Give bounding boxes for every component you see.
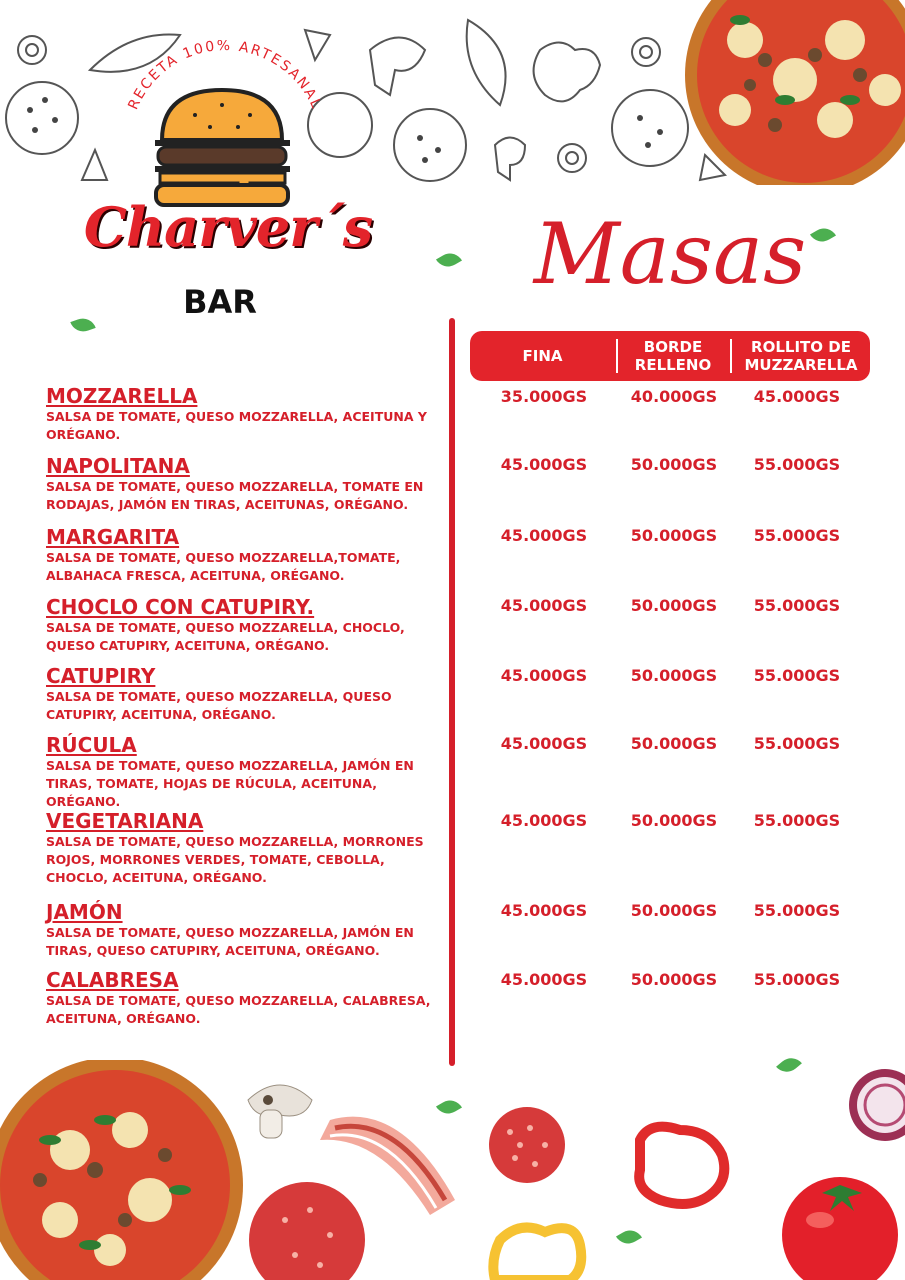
- price-fina: 45.000GS: [500, 734, 588, 753]
- price-rollito: 55.000GS: [753, 526, 841, 545]
- price-borde: 50.000GS: [630, 970, 718, 989]
- column-header-rollito: ROLLITO DE MUZZARELLA: [744, 338, 858, 374]
- item-description: SALSA DE TOMATE, QUESO MOZZARELLA, JAMÓN EN TIRAS, QUESO CATUPIRY, ACEITUNA, ORÉGANO.: [46, 925, 414, 958]
- price-fina: 45.000GS: [500, 596, 588, 615]
- burger-logo-icon: [150, 85, 295, 210]
- menu-item: [46, 385, 446, 444]
- tomato-icon: [782, 1177, 898, 1280]
- item-description: SALSA DE TOMATE, QUESO MOZZARELLA, CALABRESA, ACEITUNA, ORÉGANO.: [46, 993, 431, 1026]
- menu-item: [46, 665, 446, 724]
- item-name: VEGETARIANA: [46, 809, 204, 833]
- price-rollito: 55.000GS: [753, 455, 841, 474]
- item-name: MOZZARELLA: [46, 384, 198, 408]
- menu-item: [46, 734, 446, 811]
- price-rollito: 55.000GS: [753, 970, 841, 989]
- onion-icon: [849, 1069, 905, 1141]
- price-borde: 50.000GS: [630, 734, 718, 753]
- menu-item: [46, 526, 446, 585]
- price-borde: 50.000GS: [630, 666, 718, 685]
- price-borde: 50.000GS: [630, 901, 718, 920]
- item-description: SALSA DE TOMATE, QUESO MOZZARELLA, ACEITUNA Y ORÉGANO.: [46, 409, 427, 442]
- section-title: Masas: [533, 205, 807, 303]
- price-fina: 45.000GS: [500, 455, 588, 474]
- item-name: MARGARITA: [46, 525, 180, 549]
- item-name: CALABRESA: [46, 968, 179, 992]
- price-fina: 45.000GS: [500, 666, 588, 685]
- menu-item: [46, 969, 446, 1028]
- menu-item: [46, 596, 446, 655]
- item-description: SALSA DE TOMATE, QUESO MOZZARELLA, TOMATE EN RODAJAS, JAMÓN EN TIRAS, ACEITUNAS, ORÉGANO.: [46, 479, 424, 512]
- column-divider: [449, 318, 455, 1066]
- brand-name: Charver´s: [83, 195, 373, 259]
- price-fina: 45.000GS: [500, 901, 588, 920]
- pizza-image-top: [675, 0, 905, 185]
- price-rollito: 55.000GS: [753, 596, 841, 615]
- menu-item: [46, 810, 446, 887]
- item-name: CATUPIRY: [46, 664, 156, 688]
- price-borde: 50.000GS: [630, 811, 718, 830]
- price-rollito: 55.000GS: [753, 811, 841, 830]
- price-fina: 45.000GS: [500, 811, 588, 830]
- item-description: SALSA DE TOMATE, QUESO MOZZARELLA, JAMÓN EN TIRAS, TOMATE, HOJAS DE RÚCULA, ACEITUNA, ORÉGANO.: [46, 758, 414, 809]
- svg-text:RECETA 100% ARTESANAL: RECETA 100% ARTESANAL: [125, 40, 325, 113]
- menu-item: [46, 455, 446, 514]
- item-name: NAPOLITANA: [46, 454, 190, 478]
- item-name: CHOCLO CON CATUPIRY.: [46, 595, 315, 619]
- pepper-ring-icon: [639, 1127, 724, 1204]
- price-rollito: 55.000GS: [753, 901, 841, 920]
- price-fina: 45.000GS: [500, 970, 588, 989]
- price-header: [470, 331, 870, 381]
- price-borde: 40.000GS: [630, 387, 718, 406]
- column-header-borde: BORDE RELLENO: [634, 338, 712, 374]
- item-description: SALSA DE TOMATE, QUESO MOZZARELLA, CHOCLO, QUESO CATUPIRY, ACEITUNA, ORÉGANO.: [46, 620, 405, 653]
- item-name: RÚCULA: [46, 733, 137, 757]
- price-borde: 50.000GS: [630, 526, 718, 545]
- food-decoration: [0, 1060, 905, 1280]
- brand-subtitle: BAR: [183, 283, 257, 321]
- leaf-icon: [436, 248, 462, 271]
- leaf-icon: [70, 315, 95, 336]
- price-rollito: 45.000GS: [753, 387, 841, 406]
- column-header-fina: FINA: [522, 347, 563, 365]
- price-borde: 50.000GS: [630, 455, 718, 474]
- pepperoni-icon: [249, 1107, 565, 1280]
- item-description: SALSA DE TOMATE, QUESO MOZZARELLA, QUESO CATUPIRY, ACEITUNA, ORÉGANO.: [46, 689, 392, 722]
- mushroom-icon: [248, 1085, 312, 1138]
- price-rollito: 55.000GS: [753, 666, 841, 685]
- pizza-image-bottom: [0, 1060, 243, 1280]
- price-fina: 35.000GS: [500, 387, 588, 406]
- yellow-pepper-icon: [493, 1228, 581, 1280]
- price-rollito: 55.000GS: [753, 734, 841, 753]
- price-borde: 50.000GS: [630, 596, 718, 615]
- item-name: JAMÓN: [46, 900, 123, 924]
- price-fina: 45.000GS: [500, 526, 588, 545]
- item-description: SALSA DE TOMATE, QUESO MOZZARELLA, MORRONES ROJOS, MORRONES VERDES, TOMATE, CEBOLLA, CHOCLO, ACEITUNA, ORÉGANO.: [46, 834, 424, 885]
- menu-item: [46, 901, 446, 960]
- item-description: SALSA DE TOMATE, QUESO MOZZARELLA,TOMATE, ALBAHACA FRESCA, ACEITUNA, ORÉGANO.: [46, 550, 401, 583]
